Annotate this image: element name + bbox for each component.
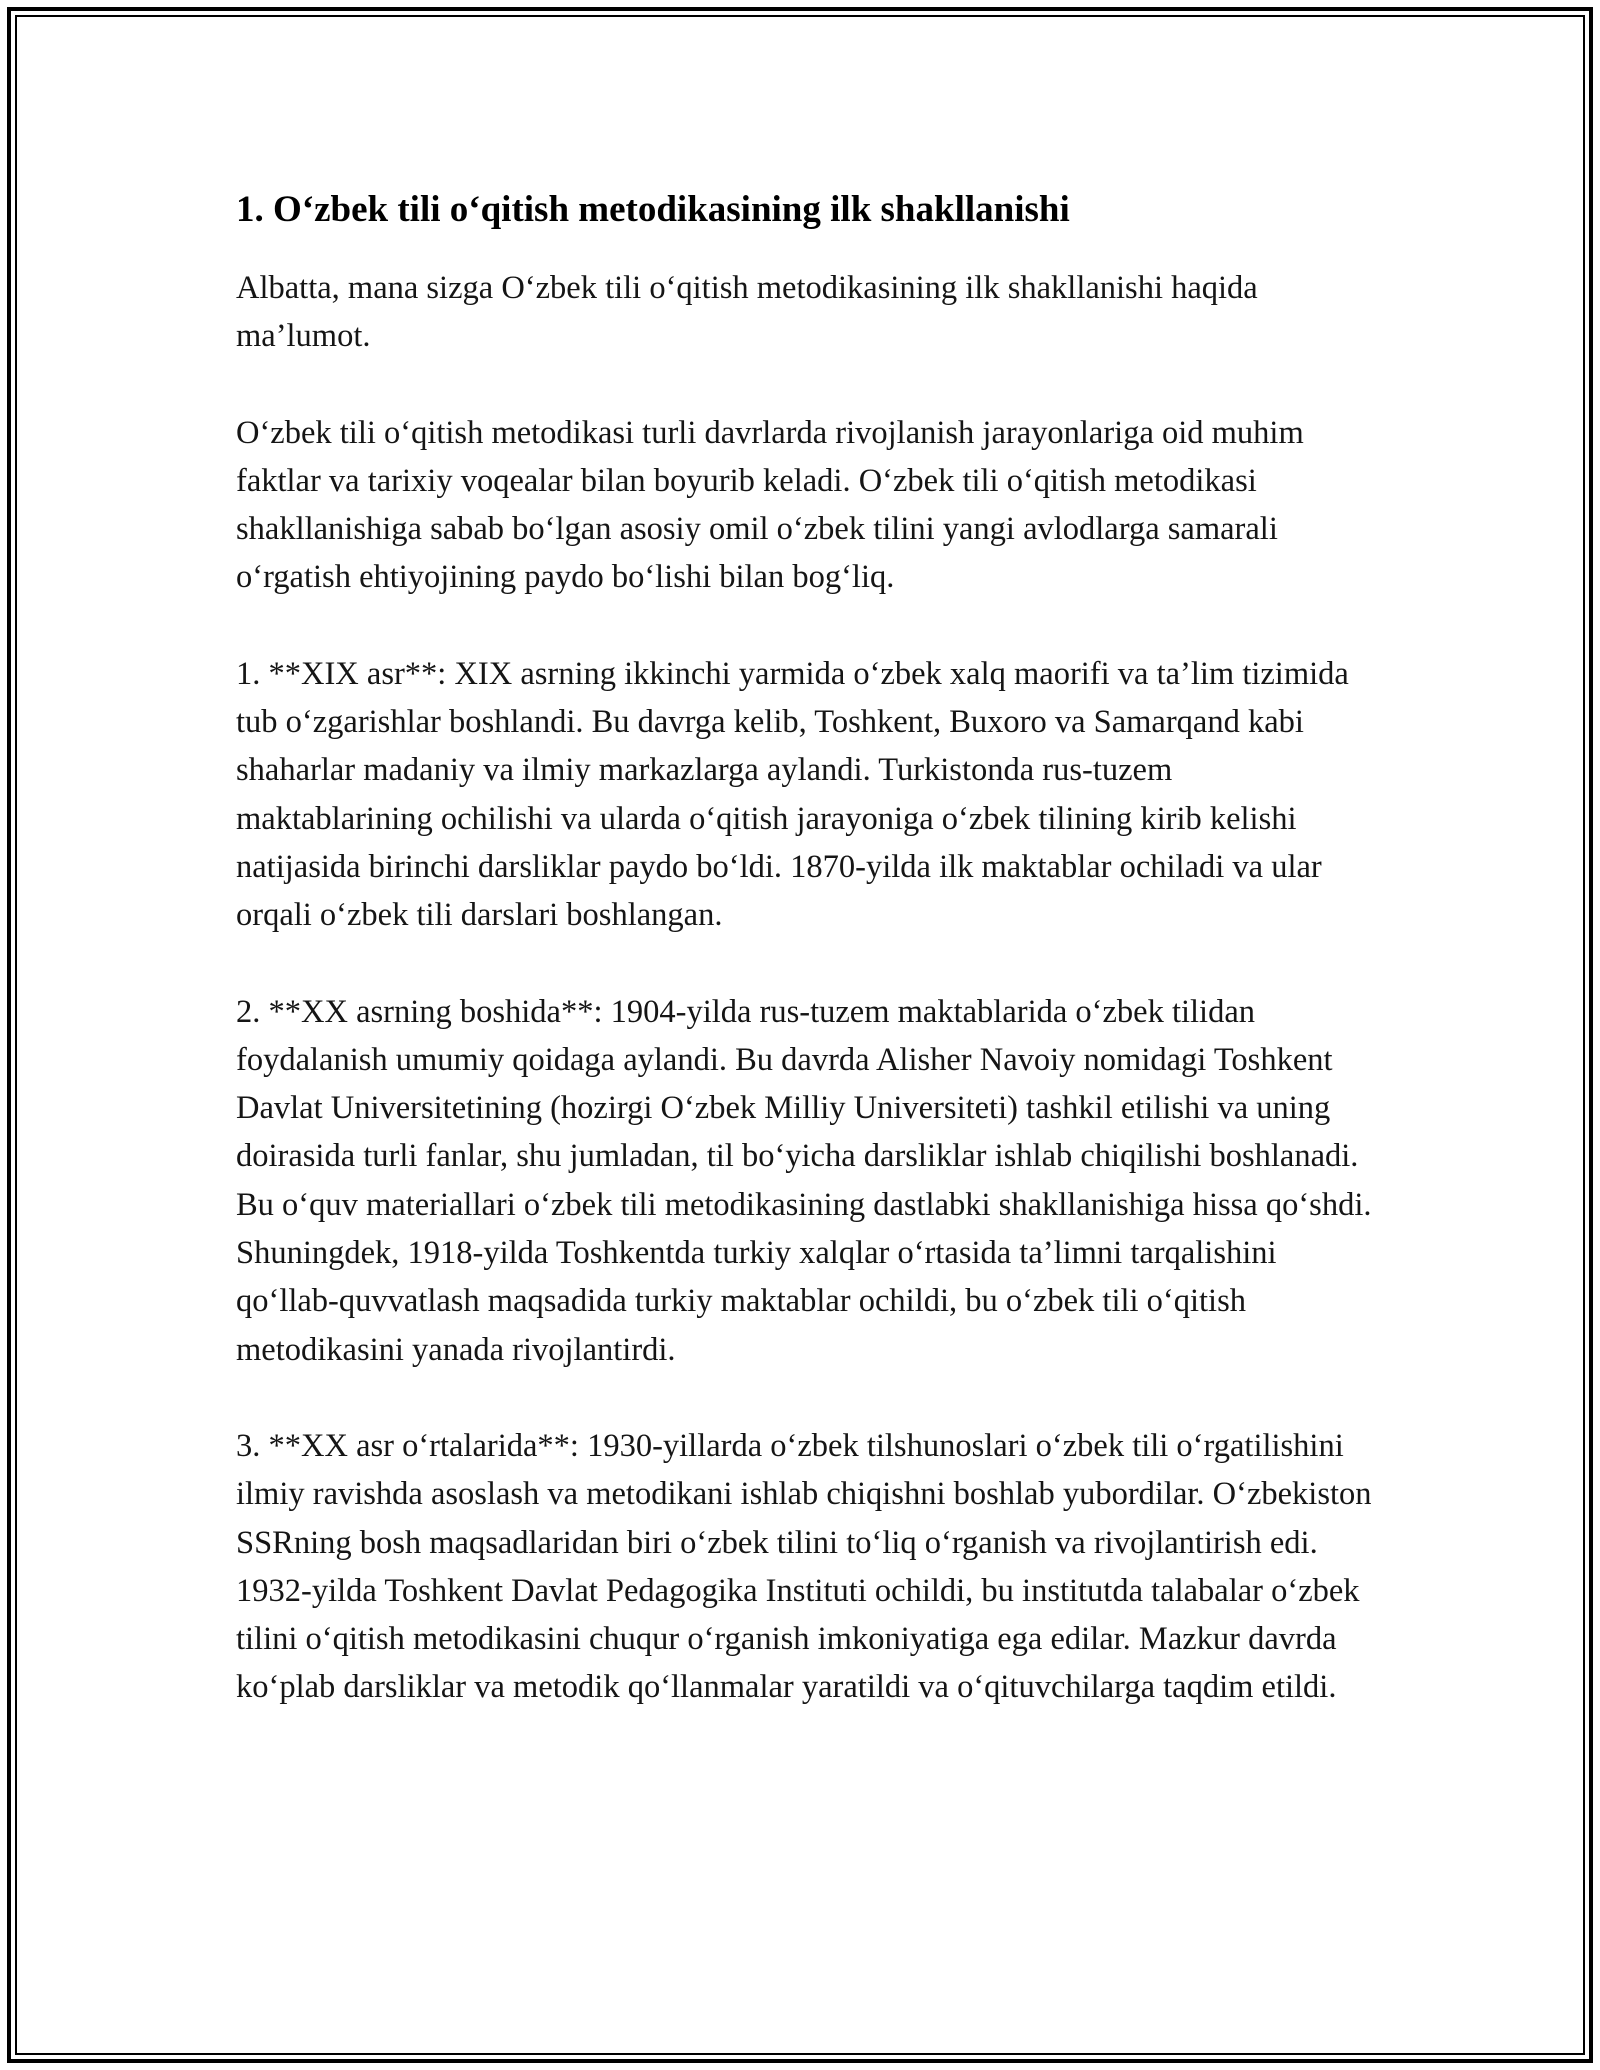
section-xix-century: 1. **XIX asr**: XIX asrning ikkinchi yarmida o‘zbek xalq maorifi va ta’lim tizimida tub o‘zgarishlar boshlandi. Bu davrga kelib, Toshkent, Buxoro va Samarqand kabi shaharlar madaniy va ilmiy markazlarga aylandi. Turkistonda rus-tuzem maktablarining ochilishi va ularda o‘qitish jarayoniga o‘zbek tilining kirib kelishi natijasida birinchi darsliklar paydo bo‘ldi. 1870-yilda ilk maktablar ochiladi va ular orqali o‘zbek tili darslari boshlangan. — [236, 655, 1349, 934]
section-early-xx-century: 2. **XX asrning boshida**: 1904-yilda rus-tuzem maktablarida o‘zbek tilidan foydalanish umumiy qoidaga aylandi. Bu davrda Alisher Navoiy nomidagi Toshkent Davlat Universitetining (hozirgi O‘zbek Milliy Universiteti) tashkil etilishi va uning doirasida turli fanlar, shu jumladan, til bo‘yicha darsliklar ishlab chiqilishi boshlanadi. Bu o‘quv materiallari o‘zbek tili metodikasining dastlabki shakllanishiga hissa qo‘shdi. Shuningdek, 1918-yilda Toshkentda turkiy xalqlar o‘rtasida ta’limni tarqalishini qo‘llab-quvvatlash maqsadida turkiy maktablar ochildi, bu o‘zbek tili o‘qitish metodikasini yanada rivojlantirdi. — [236, 993, 1372, 1368]
section-mid-xx-century: 3. **XX asr o‘rtalarida**: 1930-yillarda o‘zbek tilshunoslari o‘zbek tili o‘rgatilishini ilmiy ravishda asoslash va metodikani ishlab chiqishni boshlab yubordilar. O‘zbekiston SSRning bosh maqsadlaridan biri o‘zbek tilini to‘liq o‘rganish va rivojlantirish edi. 1932-yilda Toshkent Davlat Pedagogika Instituti ochildi, bu institutda talabalar o‘zbek tilini o‘qitish metodikasini chuqur o‘rganish imkoniyatiga ega edilar. Mazkur davrda ko‘plab darsliklar va metodik qo‘llanmalar yaratildi va o‘qituvchilarga taqdim etildi. — [236, 1427, 1372, 1706]
document-body — [236, 186, 1376, 1760]
overview-paragraph: O‘zbek tili o‘qitish metodikasi turli davrlarda rivojlanish jarayonlariga oid muhim faktlar va tarixiy voqealar bilan boyurib keladi. O‘zbek tili o‘qitish metodikasi shakllanishiga sabab bo‘lgan asosiy omil o‘zbek tilini yangi avlodlarga samarali o‘rgatish ehtiyojining paydo bo‘lishi bilan bog‘liq. — [236, 414, 1304, 596]
page-title: 1. O‘zbek tili o‘qitish metodikasining ilk shakllanishi — [236, 189, 1070, 230]
intro-paragraph: Albatta, mana sizga O‘zbek tili o‘qitish metodikasining ilk shakllanishi haqida ma’lumot. — [236, 270, 1258, 355]
